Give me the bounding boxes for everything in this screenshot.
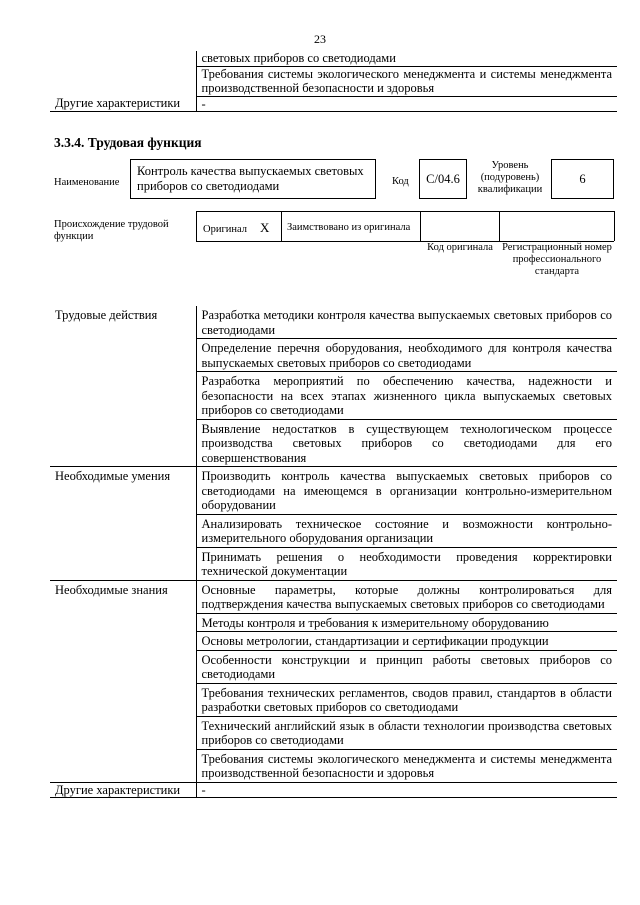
table-cell: Методы контроля и требования к измерительному оборудованию xyxy=(196,613,617,632)
table-cell: Анализировать техническое состояние и возможности контрольно-измерительного оборудования организации xyxy=(196,514,617,547)
table-row xyxy=(50,51,617,66)
table-cell: Основные параметры, которые должны контролироваться для подтверждения качества выпускаемых световых приборов со светодиодами xyxy=(196,580,617,613)
table-cell: Разработка мероприятий по обеспечению качества, надежности и безопасности на всех этапах жизненного цикла выпускаемых световых приборов со светодиодами xyxy=(196,372,617,420)
table-row xyxy=(50,632,617,651)
table-row xyxy=(50,339,617,372)
table-cell: Разработка методики контроля качества выпускаемых световых приборов со светодиодами xyxy=(196,306,617,339)
table-row xyxy=(50,514,617,547)
table-cell: Требования системы экологического менеджмента и системы менеджмента производственной безопасности и здоровья xyxy=(196,749,617,782)
table-cell: Технический английский язык в области технологии производства световых приборов со светодиодами xyxy=(196,716,617,749)
table-row xyxy=(50,782,617,798)
table-cell: Определение перечня оборудования, необходимого для контроля качества выпускаемых световых приборов со светодиодами xyxy=(196,339,617,372)
code-original-caption: Код оригинала xyxy=(427,242,493,253)
table-cell: Основы метрологии, стандартизации и сертификации продукции xyxy=(196,632,617,651)
page-number: 23 xyxy=(314,32,326,46)
other-characteristics-label: Другие характеристики xyxy=(50,96,196,112)
level-value: 6 xyxy=(579,172,586,186)
name-value: Контроль качества выпускаемых световых приборов со светодиодами xyxy=(137,164,364,193)
code-value: С/04.6 xyxy=(426,172,460,186)
original-mark: Х xyxy=(260,220,270,235)
table-row xyxy=(50,547,617,580)
table-row xyxy=(50,419,617,467)
table-row xyxy=(50,683,617,716)
group-label: Трудовые действия xyxy=(50,306,196,339)
borrowed-label: Заимствовано из оригинала xyxy=(287,222,411,233)
table-cell: Выявление недостатков в существующем технологическом процессе производства световых приборов со светодиодами для его совершенствования xyxy=(196,419,617,467)
level-label: Уровень (подуровень) квалификации xyxy=(477,160,543,195)
table-cell: световых приборов со светодиодами xyxy=(196,51,617,66)
name-label: Наименование xyxy=(54,177,120,188)
continued-table xyxy=(50,51,617,112)
registration-caption: Регистрационный номер профессионального стандарта xyxy=(502,242,612,277)
original-label: Оригинал xyxy=(203,224,247,235)
table-row xyxy=(50,96,617,112)
section-title: 3.3.4. Трудовая функция xyxy=(54,135,202,150)
table-row xyxy=(50,467,617,515)
other-characteristics-value: - xyxy=(196,782,617,798)
table-row xyxy=(50,580,617,613)
other-characteristics-value: - xyxy=(196,96,617,112)
group-label: Необходимые умения xyxy=(50,467,196,515)
table-cell: Принимать решения о необходимости проведения корректировки технической документации xyxy=(196,547,617,580)
table-row xyxy=(50,749,617,782)
origin-label: Происхождение трудовой функции xyxy=(54,219,169,242)
table-row xyxy=(50,650,617,683)
table-cell: Особенности конструкции и принцип работы световых приборов со светодиодами xyxy=(196,650,617,683)
group-label: Необходимые знания xyxy=(50,580,196,613)
code-label: Код xyxy=(392,176,409,187)
table-row xyxy=(50,716,617,749)
table-cell: Требования технических регламентов, сводов правил, стандартов в области разработки световых приборов со светодиодами xyxy=(196,683,617,716)
table-cell: Производить контроль качества выпускаемых световых приборов со светодиодами на имеющемся в организации контрольно-измерительном оборудовании xyxy=(196,467,617,515)
table-row xyxy=(50,66,617,96)
table-row xyxy=(50,613,617,632)
table-row xyxy=(50,306,617,339)
labor-function-table xyxy=(50,306,617,798)
table-row xyxy=(50,372,617,420)
other-characteristics-label: Другие характеристики xyxy=(50,782,196,798)
table-cell: Требования системы экологического менеджмента и системы менеджмента производственной безопасности и здоровья xyxy=(196,66,617,96)
